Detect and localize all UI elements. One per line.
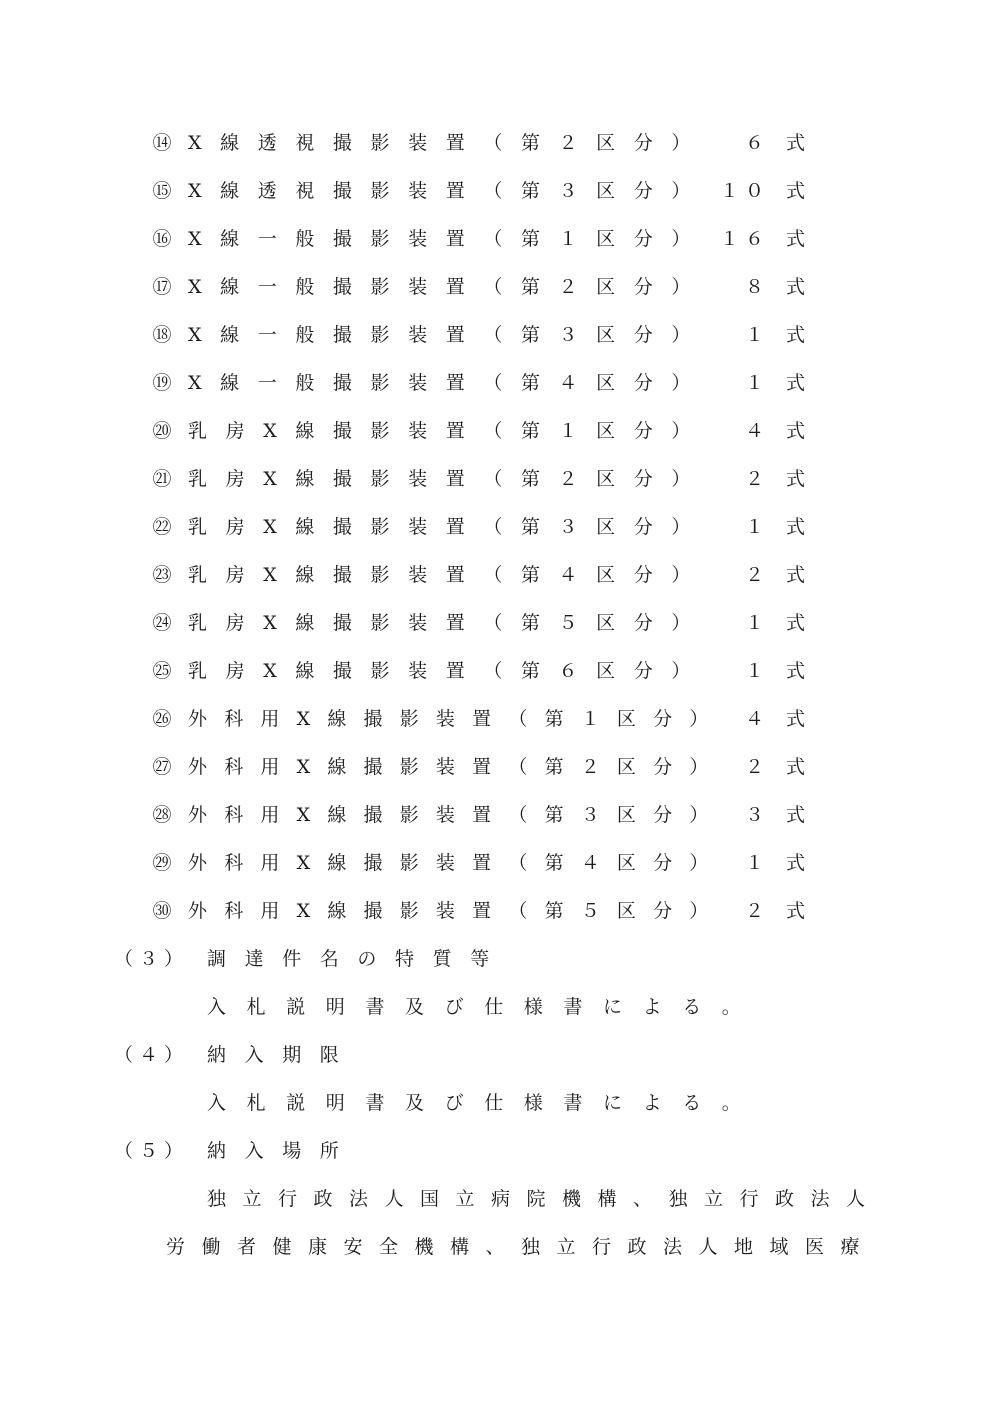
section-body-text: 入札説明書及び仕様書による。: [207, 1092, 762, 1114]
item-row: [0, 752, 1000, 782]
item-number: ㉗: [152, 756, 172, 778]
section-5-body-line-2: [0, 1232, 1000, 1262]
item-number: ㉕: [152, 660, 172, 682]
item-row: [0, 560, 1000, 590]
item-name: 乳房X線撮影装置（第１区分）: [188, 420, 709, 442]
item-row: [0, 128, 1000, 158]
section-number: （５）: [114, 1140, 190, 1162]
item-name: 外科用X線撮影装置（第４区分）: [188, 852, 726, 874]
section-title: 調達件名の特質等: [207, 948, 508, 970]
item-quantity: ４: [744, 708, 770, 730]
item-unit: 式: [786, 468, 806, 490]
item-number: ㉔: [152, 612, 172, 634]
item-name: 外科用X線撮影装置（第５区分）: [188, 900, 726, 922]
item-unit: 式: [786, 372, 806, 394]
item-quantity: ４: [744, 420, 770, 442]
item-number: ⑭: [152, 132, 172, 154]
item-unit: 式: [786, 516, 806, 538]
item-row: [0, 272, 1000, 302]
item-unit: 式: [786, 228, 806, 250]
item-name: 乳房X線撮影装置（第３区分）: [188, 516, 709, 538]
item-name: 外科用X線撮影装置（第３区分）: [188, 804, 726, 826]
item-quantity: １: [744, 324, 770, 346]
item-quantity: １: [744, 516, 770, 538]
section-number: （３）: [114, 948, 190, 970]
item-unit: 式: [786, 564, 806, 586]
item-unit: 式: [786, 420, 806, 442]
item-name: X線一般撮影装置（第１区分）: [188, 228, 709, 250]
item-name: 乳房X線撮影装置（第６区分）: [188, 660, 709, 682]
item-name: 外科用X線撮影装置（第２区分）: [188, 756, 726, 778]
item-number: ⑲: [152, 372, 172, 394]
item-row: [0, 608, 1000, 638]
item-quantity: １: [744, 660, 770, 682]
item-row: [0, 800, 1000, 830]
item-unit: 式: [786, 324, 806, 346]
item-number: ㉓: [152, 564, 172, 586]
item-unit: 式: [786, 132, 806, 154]
section-body-text: 入札説明書及び仕様書による。: [207, 996, 762, 1018]
item-number: ㉖: [152, 708, 172, 730]
item-quantity: １６: [719, 228, 770, 250]
item-row: [0, 464, 1000, 494]
section-number: （４）: [114, 1044, 190, 1066]
item-unit: 式: [786, 708, 806, 730]
item-number: ⑰: [152, 276, 172, 298]
section-title: 納入期限: [207, 1044, 358, 1066]
item-quantity: ８: [744, 276, 770, 298]
section-body-text: 労働者健康安全機構、独立行政法人地域医療: [166, 1236, 877, 1258]
item-unit: 式: [786, 804, 806, 826]
section-4-header: [0, 1040, 1000, 1070]
item-quantity: ２: [744, 564, 770, 586]
item-quantity: ３: [744, 804, 770, 826]
item-row: [0, 416, 1000, 446]
item-name: 乳房X線撮影装置（第２区分）: [188, 468, 709, 490]
item-number: ⑯: [152, 228, 172, 250]
item-name: X線一般撮影装置（第３区分）: [188, 324, 709, 346]
section-title: 納入場所: [207, 1140, 358, 1162]
section-5-body-line-1: [0, 1184, 1000, 1214]
item-name: X線透視撮影装置（第３区分）: [188, 180, 709, 202]
item-name: 乳房X線撮影装置（第５区分）: [188, 612, 709, 634]
item-name: 乳房X線撮影装置（第４区分）: [188, 564, 709, 586]
item-quantity: １０: [719, 180, 770, 202]
section-5-header: [0, 1136, 1000, 1166]
section-3-body: [0, 992, 1000, 1022]
item-unit: 式: [786, 756, 806, 778]
section-4-body: [0, 1088, 1000, 1118]
item-quantity: ６: [744, 132, 770, 154]
item-unit: 式: [786, 852, 806, 874]
item-name: X線一般撮影装置（第２区分）: [188, 276, 709, 298]
item-quantity: ２: [744, 756, 770, 778]
item-name: 外科用X線撮影装置（第１区分）: [188, 708, 726, 730]
item-unit: 式: [786, 276, 806, 298]
item-unit: 式: [786, 660, 806, 682]
item-row: [0, 704, 1000, 734]
item-row: [0, 176, 1000, 206]
item-quantity: １: [744, 372, 770, 394]
item-unit: 式: [786, 180, 806, 202]
item-row: [0, 320, 1000, 350]
item-row: [0, 512, 1000, 542]
item-row: [0, 896, 1000, 926]
item-row: [0, 848, 1000, 878]
item-quantity: ２: [744, 468, 770, 490]
item-quantity: ２: [744, 900, 770, 922]
item-quantity: １: [744, 612, 770, 634]
item-row: [0, 656, 1000, 686]
item-number: ㉚: [152, 900, 172, 922]
item-row: [0, 224, 1000, 254]
item-number: ㉙: [152, 852, 172, 874]
item-name: X線一般撮影装置（第４区分）: [188, 372, 709, 394]
section-body-text: 独立行政法人国立病院機構、独立行政法人: [207, 1188, 882, 1210]
item-number: ㉑: [152, 468, 172, 490]
item-number: ⑳: [152, 420, 172, 442]
item-name: X線透視撮影装置（第２区分）: [188, 132, 709, 154]
section-3-header: [0, 944, 1000, 974]
item-quantity: １: [744, 852, 770, 874]
item-number: ㉘: [152, 804, 172, 826]
item-number: ⑱: [152, 324, 172, 346]
item-unit: 式: [786, 612, 806, 634]
item-number: ㉒: [152, 516, 172, 538]
item-row: [0, 368, 1000, 398]
item-unit: 式: [786, 900, 806, 922]
item-number: ⑮: [152, 180, 172, 202]
